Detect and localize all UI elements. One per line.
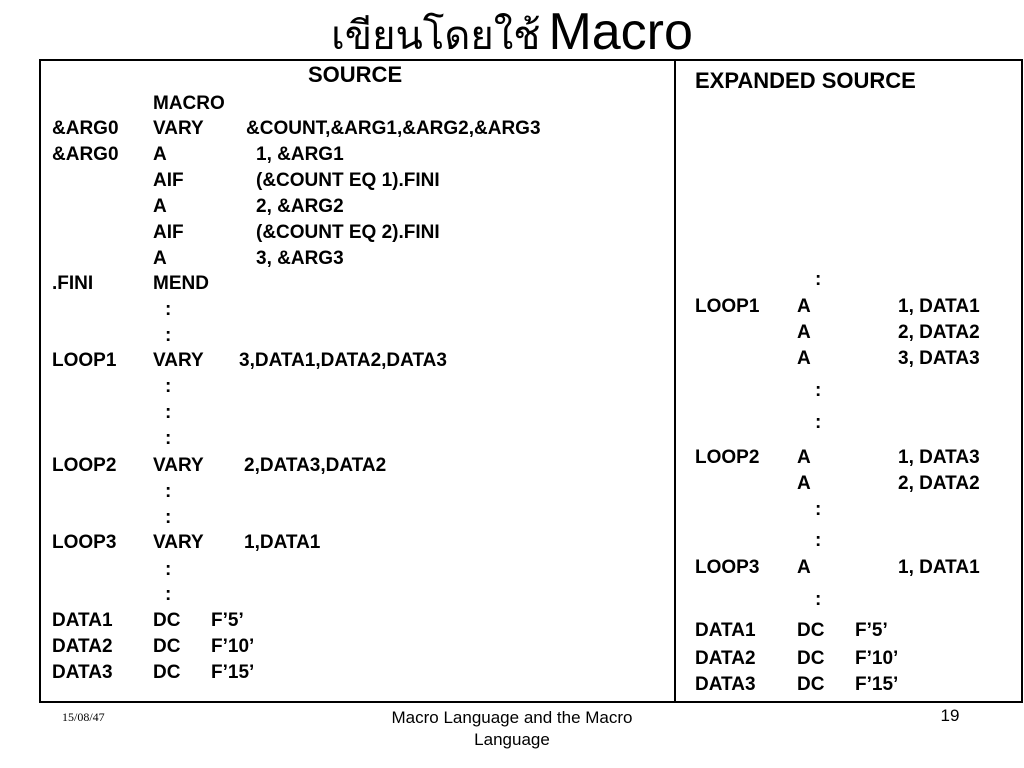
source-line-label: LOOP1 [52, 350, 117, 371]
source-line-label: &ARG0 [52, 118, 119, 139]
expanded-line-op: : [815, 530, 822, 551]
expanded-line-op: : [815, 269, 822, 290]
source-line-op: : [165, 428, 172, 449]
source-line-op: VARY [153, 350, 204, 371]
source-line-op: VARY [153, 118, 204, 139]
slide-title [0, 2, 1024, 60]
expanded-line-label: LOOP1 [695, 296, 760, 317]
source-line-operand: (&COUNT EQ 1).FINI [256, 170, 440, 191]
expanded-line-op: DC [797, 674, 825, 695]
source-line-op: MEND [153, 273, 209, 294]
source-line-op: A [153, 196, 167, 217]
source-line-operand: &COUNT,&ARG1,&ARG2,&ARG3 [246, 118, 541, 139]
source-line-op: : [165, 559, 172, 580]
expanded-line-label: DATA2 [695, 648, 756, 669]
expanded-line-operand: F’10’ [855, 648, 899, 669]
expanded-line-op: : [815, 589, 822, 610]
footer-date: 15/08/47 [62, 710, 105, 724]
expanded-line-operand: 1, DATA1 [898, 296, 980, 317]
source-line-operand: 1, &ARG1 [256, 144, 344, 165]
source-line-operand: (&COUNT EQ 2).FINI [256, 222, 440, 243]
expanded-line-operand: 3, DATA3 [898, 348, 980, 369]
source-line-op: : [165, 402, 172, 423]
title-thai-text: เขียนโดยใช้ [331, 13, 541, 58]
source-line-label: LOOP2 [52, 455, 117, 476]
source-line-operand: 2, &ARG2 [256, 196, 344, 217]
expanded-line-op: : [815, 499, 822, 520]
source-line-operand: 1,DATA1 [244, 532, 321, 553]
expanded-line-op: : [815, 380, 822, 401]
source-line-operand: 3, &ARG3 [256, 248, 344, 269]
source-line-label: DATA2 [52, 636, 113, 657]
source-line-label: .FINI [52, 273, 94, 294]
expanded-line-op: A [797, 296, 811, 317]
source-header: SOURCE [308, 62, 403, 87]
source-line-op: AIF [153, 170, 184, 191]
source-line-op: VARY [153, 532, 204, 553]
expanded-line-operand: 1, DATA3 [898, 447, 980, 468]
source-line-operand: F’15’ [211, 662, 255, 683]
source-line-op: MACRO [153, 93, 225, 114]
expanded-line-operand: 2, DATA2 [898, 473, 980, 494]
source-line-op: : [165, 299, 172, 320]
source-line-operand: F’10’ [211, 636, 255, 657]
source-line-label: LOOP3 [52, 532, 117, 553]
expanded-line-operand: 1, DATA1 [898, 557, 980, 578]
title-latin-text: Macro [548, 3, 693, 61]
source-line-op: : [165, 584, 172, 605]
source-line-op: DC [153, 662, 181, 683]
source-line-label: DATA3 [52, 662, 113, 683]
expanded-line-label: LOOP2 [695, 447, 760, 468]
source-line-op: : [165, 507, 172, 528]
expanded-line-op: A [797, 557, 811, 578]
source-line-op: A [153, 248, 167, 269]
source-line-op: : [165, 481, 172, 502]
expanded-line-op: A [797, 473, 811, 494]
expanded-line-operand: 2, DATA2 [898, 322, 980, 343]
source-line-operand: 2,DATA3,DATA2 [244, 455, 387, 476]
footer-title: Macro Language and the Macro Language [391, 708, 633, 749]
source-line-op: A [153, 144, 167, 165]
expanded-line-label: DATA3 [695, 674, 756, 695]
code-table [39, 59, 1023, 703]
expanded-line-op: DC [797, 620, 825, 641]
source-line-operand: F’5’ [211, 610, 244, 631]
expanded-header: EXPANDED SOURCE [695, 68, 916, 93]
source-line-op: : [165, 325, 172, 346]
expanded-line-operand: F’5’ [855, 620, 888, 641]
source-line-label: DATA1 [52, 610, 113, 631]
source-line-op: : [165, 376, 172, 397]
source-line-operand: 3,DATA1,DATA2,DATA3 [239, 350, 447, 371]
source-line-op: AIF [153, 222, 184, 243]
expanded-line-op: A [797, 348, 811, 369]
column-divider [674, 61, 676, 701]
source-line-label: &ARG0 [52, 144, 119, 165]
source-line-op: DC [153, 610, 181, 631]
expanded-line-operand: F’15’ [855, 674, 899, 695]
expanded-line-op: A [797, 322, 811, 343]
expanded-line-op: A [797, 447, 811, 468]
page-number: 19 [940, 706, 960, 725]
expanded-line-op: DC [797, 648, 825, 669]
source-line-op: DC [153, 636, 181, 657]
expanded-line-label: DATA1 [695, 620, 756, 641]
source-line-op: VARY [153, 455, 204, 476]
expanded-line-label: LOOP3 [695, 557, 760, 578]
expanded-line-op: : [815, 412, 822, 433]
